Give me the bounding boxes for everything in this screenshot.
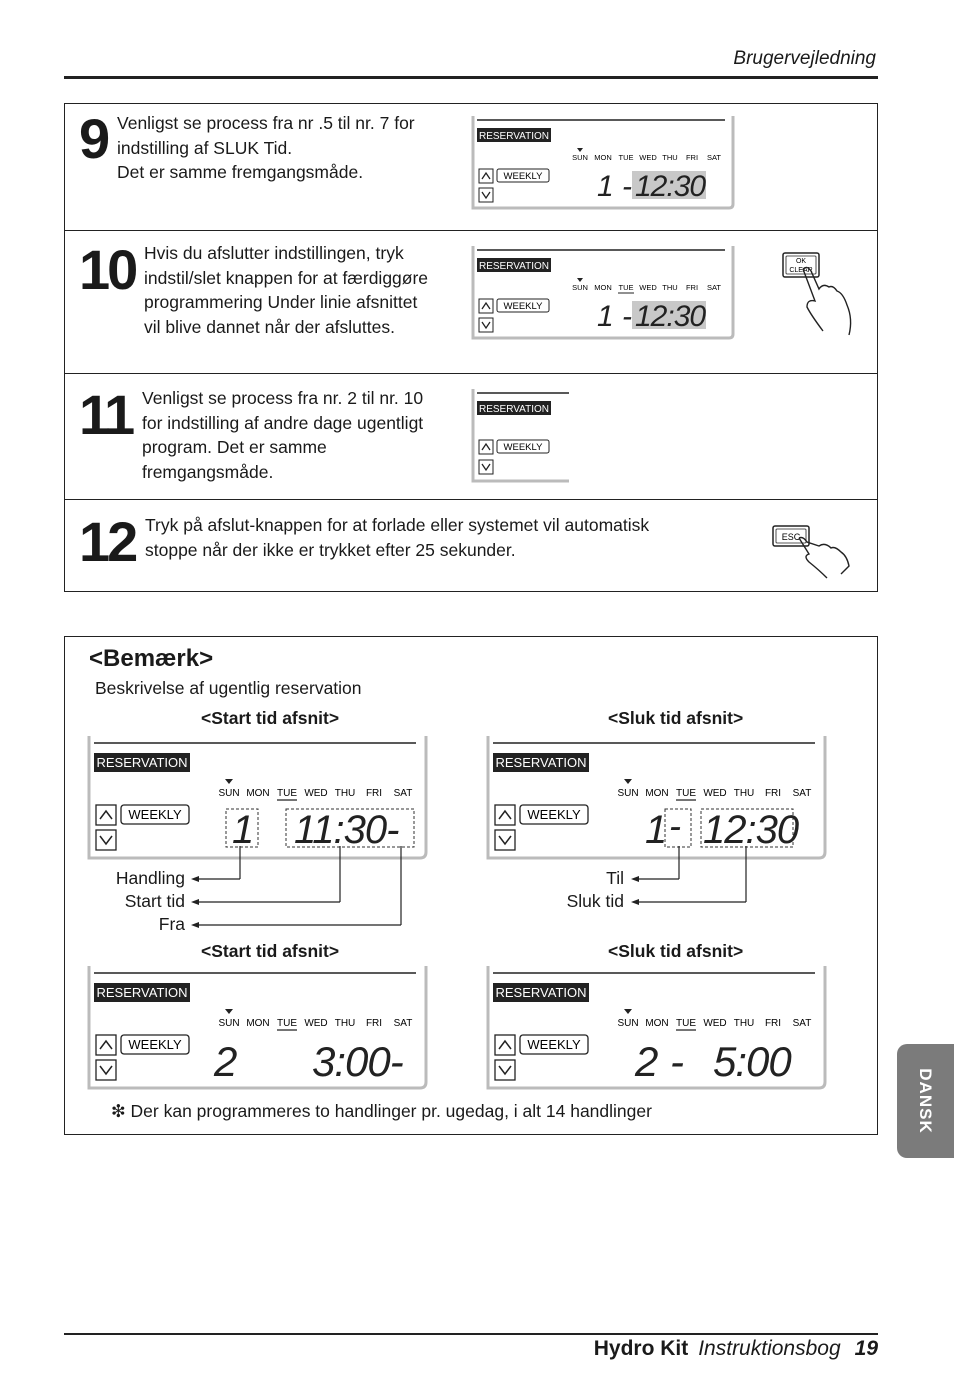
- step-text: Venligst se process fra nr. 2 til nr. 10 for indstilling af andre dage ugentligt program. Det er samme fremgangsmåde.: [142, 388, 424, 482]
- svg-text:11:30-: 11:30-: [294, 808, 399, 852]
- esc-button-illustration: [769, 522, 859, 582]
- svg-text:WEEKLY: WEEKLY: [527, 1037, 581, 1052]
- svg-text:MON: MON: [645, 788, 669, 799]
- svg-text:1: 1: [645, 808, 668, 852]
- note-box: [64, 636, 878, 1135]
- svg-text:SAT: SAT: [393, 788, 413, 799]
- svg-text:SUN: SUN: [572, 283, 588, 292]
- svg-text:ESC: ESC: [781, 532, 801, 542]
- step-text: Tryk på afslut-knappen for at forlade eller systemet vil automatisk stoppe når der ikke er trykket efter 25 sekunder.: [145, 515, 650, 560]
- step-number: 12: [79, 510, 136, 573]
- svg-text:THU: THU: [733, 1018, 755, 1029]
- svg-text:12:30: 12:30: [703, 808, 799, 852]
- svg-text:FRI: FRI: [685, 153, 699, 162]
- svg-text:MON: MON: [645, 1018, 669, 1029]
- svg-text:1: 1: [232, 808, 255, 852]
- svg-text:WEEKLY: WEEKLY: [128, 807, 182, 822]
- svg-text:SUN: SUN: [617, 788, 639, 799]
- svg-text:FRI: FRI: [764, 788, 782, 799]
- lcd-start-300: [86, 964, 431, 1092]
- svg-text:SAT: SAT: [792, 788, 812, 799]
- svg-text:THU: THU: [662, 283, 678, 292]
- svg-text:SAT: SAT: [706, 283, 722, 292]
- down-arrow-icon: [482, 192, 490, 198]
- svg-text:SUN: SUN: [218, 788, 240, 799]
- step-number: 9: [79, 107, 108, 170]
- note-subtitle: Beskrivelse af ugentlig reservation: [95, 678, 362, 698]
- step-number: 10: [79, 238, 136, 301]
- svg-text:TUE: TUE: [676, 1018, 696, 1029]
- svg-text:RESERVATION: RESERVATION: [478, 261, 550, 272]
- svg-text:CLEAR: CLEAR: [789, 267, 813, 274]
- header-rule: [64, 76, 878, 79]
- up-arrow-icon: [100, 811, 112, 819]
- up-arrow-icon: [482, 173, 490, 179]
- product-name: Hydro Kit: [593, 1337, 689, 1360]
- svg-text:MON: MON: [246, 788, 270, 799]
- down-arrow-icon: [100, 836, 112, 844]
- page-number: 19: [854, 1337, 878, 1360]
- note-title: <Bemærk>: [89, 645, 214, 672]
- callout-lines-stop: [625, 842, 755, 912]
- svg-text:WED: WED: [304, 1018, 328, 1029]
- svg-text:WEEKLY: WEEKLY: [503, 301, 543, 312]
- svg-text:SUN: SUN: [218, 1018, 240, 1029]
- step-9: [65, 104, 877, 231]
- step-11: [65, 374, 877, 500]
- running-header: Brugervejledning: [733, 48, 876, 69]
- callout-lines-start: [185, 842, 410, 932]
- svg-text:THU: THU: [334, 1018, 356, 1029]
- svg-text:MON: MON: [594, 283, 612, 292]
- svg-text:MON: MON: [594, 153, 612, 162]
- svg-text:FRI: FRI: [685, 283, 699, 292]
- svg-text:12:30: 12:30: [635, 300, 706, 333]
- svg-text:THU: THU: [334, 788, 356, 799]
- language-tab: DANSK: [897, 1044, 954, 1158]
- svg-text:RESERVATION: RESERVATION: [495, 755, 587, 770]
- lcd-stop-500: [485, 964, 830, 1092]
- svg-text:SUN: SUN: [572, 153, 588, 162]
- svg-text:TUE: TUE: [618, 283, 634, 292]
- svg-text:WEEKLY: WEEKLY: [527, 807, 581, 822]
- lcd-panel: [471, 114, 737, 212]
- svg-text:SAT: SAT: [393, 1018, 413, 1029]
- svg-text:WED: WED: [304, 788, 328, 799]
- svg-text:WEEKLY: WEEKLY: [503, 442, 543, 453]
- section-title: <Start tid afsnit>: [201, 941, 340, 961]
- step-number: 11: [79, 383, 133, 446]
- section-title: <Sluk tid afsnit>: [608, 708, 744, 728]
- svg-text:-: -: [669, 805, 681, 846]
- svg-text:1 -: 1 -: [597, 170, 633, 203]
- weekly-label: WEEKLY: [503, 171, 543, 182]
- lcd-panel: [471, 244, 737, 342]
- svg-text:SAT: SAT: [792, 1018, 812, 1029]
- svg-text:RESERVATION: RESERVATION: [478, 404, 550, 415]
- step-text: Hvis du afslutter indstillingen, tryk indstil/slet knappen for at færdiggøre programmering Under linie afsnittet vil blive dannet når der afsluttes.: [144, 243, 429, 337]
- callout-label: Fra: [158, 914, 185, 934]
- ok-clear-button-illustration: [777, 249, 857, 341]
- svg-text:RESERVATION: RESERVATION: [495, 985, 587, 1000]
- step-text: Venligst se process fra nr .5 til nr. 7 for indstilling af SLUK Tid. Det er samme fremgangsmåde.: [117, 113, 415, 182]
- svg-text:WED: WED: [639, 153, 657, 162]
- lcd-panel: [471, 387, 571, 485]
- callout-label: Sluk tid: [566, 891, 624, 911]
- svg-text:RESERVATION: RESERVATION: [96, 755, 188, 770]
- svg-text:MON: MON: [246, 1018, 270, 1029]
- section-title: <Start tid afsnit>: [201, 708, 340, 728]
- svg-text:3:00-: 3:00-: [312, 1038, 403, 1085]
- footnote: ❇ Der kan programmeres to handlinger pr. ugedag, i alt 14 handlinger: [111, 1101, 652, 1121]
- svg-text:5:00: 5:00: [713, 1038, 791, 1085]
- callout-label: Start tid: [124, 891, 185, 911]
- callout-label: Handling: [115, 868, 185, 888]
- svg-text:WED: WED: [703, 1018, 727, 1029]
- svg-text:12:30: 12:30: [635, 170, 706, 203]
- section-title: <Sluk tid afsnit>: [608, 941, 744, 961]
- svg-text:TUE: TUE: [277, 1018, 297, 1029]
- svg-text:SAT: SAT: [706, 153, 722, 162]
- svg-text:2 -: 2 -: [635, 1038, 685, 1085]
- svg-text:2: 2: [214, 1038, 238, 1085]
- step-12: [65, 500, 877, 591]
- svg-text:TUE: TUE: [277, 788, 297, 799]
- svg-text:TUE: TUE: [618, 153, 634, 162]
- svg-text:OK: OK: [795, 258, 807, 265]
- reservation-label: RESERVATION: [478, 131, 550, 142]
- svg-text:FRI: FRI: [365, 788, 383, 799]
- doc-name: Instruktionsbog: [698, 1337, 841, 1360]
- footer-rule: [64, 1333, 878, 1335]
- svg-text:WED: WED: [639, 283, 657, 292]
- page-footer: [594, 1337, 878, 1361]
- svg-text:THU: THU: [733, 788, 755, 799]
- steps-table: [64, 103, 878, 592]
- step-10: [65, 231, 877, 374]
- svg-text:1 -: 1 -: [597, 300, 633, 333]
- svg-text:WED: WED: [703, 788, 727, 799]
- callout-label: Til: [606, 868, 624, 888]
- svg-text:FRI: FRI: [365, 1018, 383, 1029]
- svg-text:SUN: SUN: [617, 1018, 639, 1029]
- svg-text:FRI: FRI: [764, 1018, 782, 1029]
- svg-text:WEEKLY: WEEKLY: [128, 1037, 182, 1052]
- svg-text:THU: THU: [662, 153, 678, 162]
- svg-text:RESERVATION: RESERVATION: [96, 985, 188, 1000]
- svg-text:TUE: TUE: [676, 788, 696, 799]
